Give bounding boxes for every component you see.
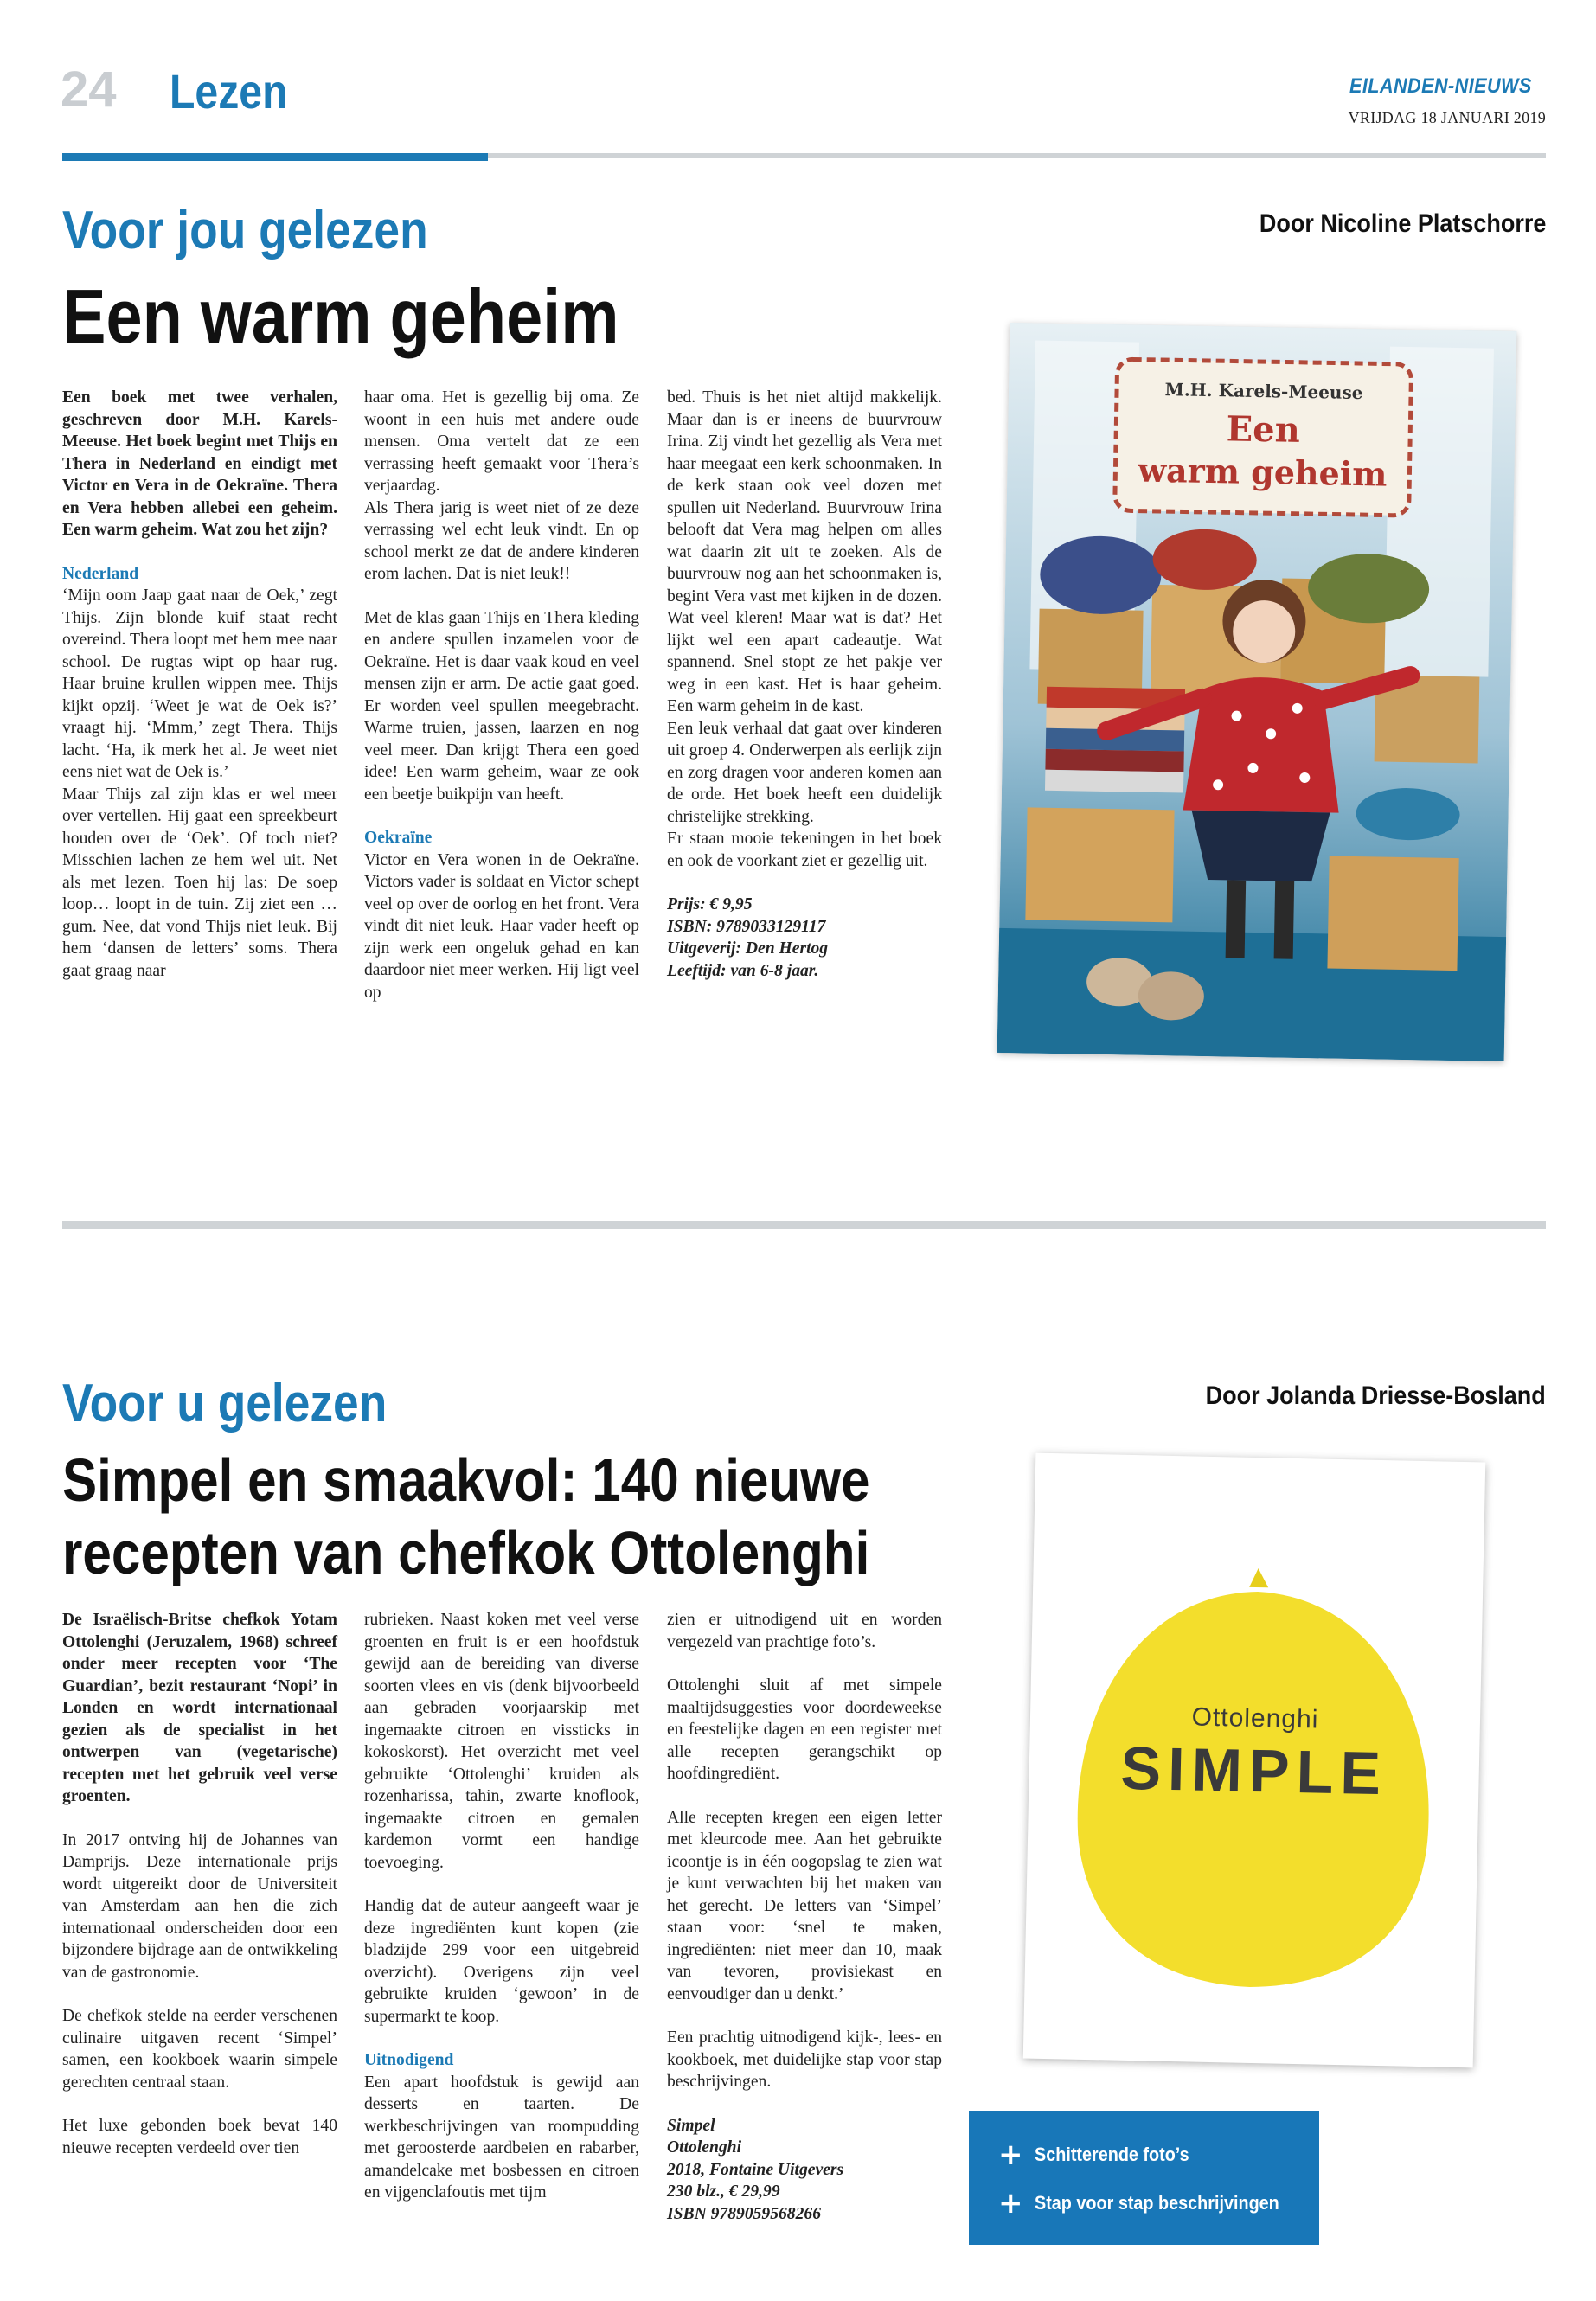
article1-subheading-oekraine: Oekraïne [364,829,433,847]
article1-column-1 [62,387,337,982]
cover-title-line1: Een [1226,408,1301,451]
plus-icon: + [998,2186,1023,2221]
article1-col2-p1: haar oma. Het is gezellig bij oma. Ze woont in een huis met andere oude mensen. Oma vertelt dat ze een verrassing heeft gemaakt voor Thera’s verjaardag. Als Thera jarig is weet niet of ze deze verrassing wel echt leuk vindt. En op school merkt ze dat de andere kinderen erom lachen. Dat is niet leuk!! [364,388,639,583]
article2-col1-p3: Het luxe gebonden boek bevat 140 nieuwe recepten verdeeld over tien [62,2117,337,2157]
article2-title-line2: recepten van chefkok Ottolenghi [62,1519,870,1586]
article1-title: Een warm geheim [62,273,619,359]
cover-author: M.H. Karels-Meeuse [1164,379,1363,404]
issue-date: VRIJDAG 18 JANUARI 2019 [1348,109,1546,126]
article1-byline: Door Nicoline Platschorre [1259,209,1546,238]
article2-column-2 [364,1609,639,2204]
highlight-item-2 [998,2186,1306,2221]
article1-column-2 [364,387,639,1003]
page-number: 24 [61,61,117,118]
article-divider [62,1221,1546,1229]
article2-byline: Door Jolanda Driesse-Bosland [1205,1381,1546,1410]
article2-col1-p1: In 2017 ontving hij de Johannes van Damprijs. Deze internationale prijs wordt uitgereikt door de Universiteit van Amsterdam aan hen die zich internationaal onderscheiden door een bijzondere bijdrage aan de ontwikkeling van de gastronomie. [62,1830,337,1982]
highlight-text-2: Stap voor stap beschrijvingen [1035,2192,1279,2214]
article2-col3-p1: zien er uitnodigend uit en worden vergezeld van prachtige foto’s. [667,1611,942,1651]
article2-book-facts: Simpel Ottolenghi 2018, Fontaine Uitgevers 230 blz., € 29,99 ISBN 9789059568266 [667,2116,844,2223]
article2-col2-p3: Een apart hoofdstuk is gewijd aan desserts en taarten. De werkbeschrijvingen van roompudding met geroosterde aardbeien en rabarber, amandelcake met bosbessen en citroen en vijgenclafoutis met tijm [364,2073,639,2202]
article2-subheading-uitnodigend: Uitnodigend [364,2051,454,2069]
article2-col2-p1: rubrieken. Naast koken met veel verse groenten en fruit is er een hoofdstuk gewijd aan de bereiding van diverse soorten vlees en vis (denk bijvoorbeeld aan gebraden voorjaarskip met ingemaakte citroen en vissticks in kokoskorst). Het overzicht met veel gebruikte ‘Ottolenghi’ kruiden als rozenharissa, tahin, zwarte knoflook, ingemaakte citroen en gemalen kardemon vormt een handige toevoeging. [364,1611,639,1872]
cover-title: SIMPLE [1119,1734,1388,1808]
book-cover-simple [1023,1453,1486,2068]
article2-col3-p2: Ottolenghi sluit af met simpele maaltijdsuggesties voor doordeweekse en feestelijke dagen en een register met alle recepten gerangschikt op hoofdingrediënt. [667,1676,942,1783]
cover-title-line2: warm geheim [1138,450,1388,494]
article2-col2-p2: Handig dat de auteur aangeeft waar je deze ingrediënten kunt kopen (zie bladzijde 299 voor een uitgebreid overzicht). Overigens zijn veel gebruikte kruiden ‘gewoon’ in de supermarkt te koop. [364,1897,639,2026]
article2-lead: De Israëlisch-Britse chefkok Yotam Ottolenghi (Jeruzalem, 1968) schreef onder meer recepten voor ‘The Guardian’, bezit restaurant ‘Nopi’ in Londen en wordt internationaal gezien als de specialist in het ontwerpen van (vegetarische) recepten met het gebruik veel verse groenten. [62,1611,337,1805]
article1-col1-body: ‘Mijn oom Jaap gaat naar de Oek,’ zegt Thijs. Zijn blonde kuif staat recht overeind. Thera loopt met hem mee naar school. De rugtas wipt op haar rug. Haar bruine krullen wippen mee. Thijs kijkt opzij. ‘Weet je wat de Oek is?’ vraagt hij. ‘Mmm,’ zegt Thera. Thijs lacht. ‘Ha, ik merk het al. Je weet niet eens niet wat de Oek is.’ Maar Thijs zal zijn klas er wel meer over vertellen. Hij gaat een spreekbeurt houden over de ‘Oek’. Of toch niet? Misschien lachen ze hem wel uit. Net als met lezen. Toen hij las: De soep loop… loopt in de tuin. Zij ziet een …gum. Nee, dat vond Thijs niet leuk. Bij hem ‘dansen de letters’ soms. Thera gaat graag naar [62,586,337,980]
article1-lead: Een boek met twee verhalen, geschreven door M.H. Karels-Meeuse. Het boek begint met Thijs en Thera in Nederland en eindigt met Victor en Vera in de Oekraïne. Thera en Vera hebben allebei een geheim. Een warm geheim. Wat zou het zijn? [62,388,337,539]
article1-column-3 [667,387,942,982]
plus-icon: + [998,2138,1023,2172]
highlights-box [969,2111,1319,2245]
article2-title-line1: Simpel en smaakvol: 140 nieuwe [62,1446,870,1514]
article2-col3-p3: Alle recepten kregen een eigen letter met kleurcode mee. Aan het gebruikte icoontje is in één oogopslag te zien wat je kunt verwachten bij het maken van het gerecht. De letters van ‘Simpel’ staan voor: ‘snel te maken, ingrediënten: niet meer dan 10, maak van tevoren, provisiekast en eenvoudiger dan u denkt.’ [667,1808,942,2003]
article1-col3-body: bed. Thuis is het niet altijd makkelijk. Maar dan is er ineens de buurvrouw Irina. Zij vindt het gezellig als Vera met haar meegaat een kerk schoonmaken. In de kerk staan ook veel dozen met spullen uit Nederland. Buurvrouw Irina belooft dat Vera mag helpen om alles wat daarin zit uit te zoeken. Als de buurvrouw nog aan het schoonmaken is, begint Vera vast met kijken in de dozen. Wat veel kleren! Maar wat is dat? Het lijkt wel een apart cadeautje. Wat spannend. Snel stopt ze het pakje ver weg in een kast. Het is haar geheim. Een warm geheim in de kast. Een leuk verhaal dat gaat over kinderen uit groep 4. Onderwerpen als eerlijk zijn en zorg dragen voor anderen komen aan de orde. Het boek heeft een duidelijk christelijke strekking. Er staan mooie tekeningen in het boek en ook de voorkant ziet er gezellig uit. [667,388,942,870]
article2-col1-p2: De chefkok stelde na eerder verschenen culinaire uitgaven recent ‘Simpel’ samen, een kookboek waarin simpele gerechten centraal staan. [62,2007,337,2092]
article1-col2-p2: Met de klas gaan Thijs en Thera kleding en andere spullen inzamelen voor de Oekraïne. Het is daar vaak koud en veel mensen zijn er arm. De actie gaat goed. Er worden veel spullen meegebracht. Warme truien, jassen, laarzen en nog veel meer. Dan krijgt Thera een goed idee! Een warm geheim, waar ze ook een beetje buikpijn van heeft. [364,608,639,804]
cover-brand: Ottolenghi [1191,1702,1319,1734]
article1-book-facts: Prijs: € 9,95 ISBN: 9789033129117 Uitgeverij: Den Hertog Leeftijd: van 6-8 jaar. [667,895,829,980]
article2-kicker: Voor u gelezen [62,1374,388,1433]
header-rule-accent [62,153,488,161]
article2-col3-p4: Een prachtig uitnodigend kijk-, lees- en kookboek, met duidelijke stap voor stap beschrijvingen. [667,2029,942,2091]
article1-col2-p3: Victor en Vera wonen in de Oekraïne. Victors vader is soldaat en Victor schept veel op over de oorlog en het front. Vera vindt dit niet leuk. Haar vader heeft op zijn werk een ongeluk gehad en kan daardoor niet meer werken. Hij ligt veel op [364,850,639,1002]
article1-subheading-nederland: Nederland [62,564,139,583]
newspaper-logo: EILANDEN-NIEUWS [1349,74,1532,98]
article1-kicker: Voor jou gelezen [62,201,428,260]
highlight-item-1 [998,2140,1206,2170]
highlight-text-1: Schitterende foto’s [1035,2144,1189,2165]
book-cover-een-warm-geheim [997,323,1517,1061]
article2-column-3 [667,1609,942,2225]
article2-column-1 [62,1609,337,2159]
section-title: Lezen [170,64,288,119]
